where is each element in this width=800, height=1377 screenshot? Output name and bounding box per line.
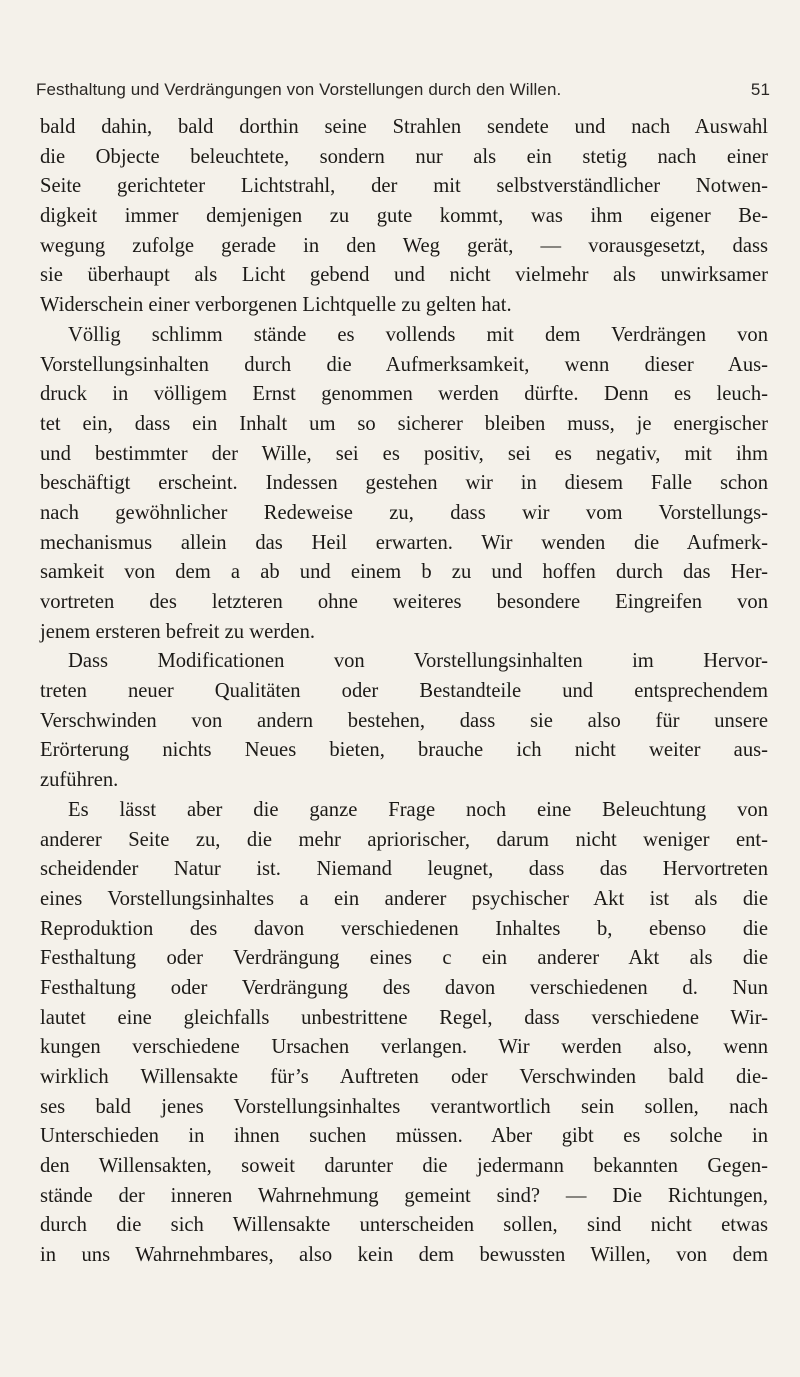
text-line: sie überhaupt als Licht gebend und nicht vielmehr als unwirksamer xyxy=(40,264,768,287)
text-line: eines Vorstellungsinhaltes a ein anderer psychischer Akt ist als die xyxy=(40,887,768,910)
text-line: wegung zufolge gerade in den Weg gerät, — vorausgesetzt, dass xyxy=(40,234,768,257)
text-line: treten neuer Qualitäten oder Bestandteile und entsprechendem xyxy=(40,680,768,703)
text-line: Unterschieden in ihnen suchen müssen. Aber gibt es solche in xyxy=(40,1125,768,1148)
text-line: samkeit von dem a ab und einem b zu und hoffen durch das Her- xyxy=(40,561,768,584)
running-head xyxy=(36,80,770,110)
body-text xyxy=(40,113,768,1271)
text-line: die Objecte beleuchtete, sondern nur als ein stetig nach einer xyxy=(40,145,768,168)
text-line: lautet eine gleichfalls unbestrittene Regel, dass verschiedene Wir- xyxy=(40,1006,768,1029)
text-line: Seite gerichteter Lichtstrahl, der mit selbstverständlicher Notwen- xyxy=(40,175,768,198)
running-head-title: Festhaltung und Verdrängungen von Vorstellungen durch den Willen. xyxy=(36,80,562,99)
text-line: und bestimmter der Wille, sei es positiv, sei es negativ, mit ihm xyxy=(40,442,768,465)
text-line: in uns Wahrnehmbares, also kein dem bewussten Willen, von dem xyxy=(40,1244,768,1267)
text-line: nach gewöhnlicher Redeweise zu, dass wir vom Vorstellungs- xyxy=(40,501,768,524)
text-line: Festhaltung oder Verdrängung eines c ein anderer Akt als die xyxy=(40,947,768,970)
text-line: Reproduktion des davon verschiedenen Inhaltes b, ebenso die xyxy=(40,917,768,940)
text-line: Erörterung nichts Neues bieten, brauche ich nicht weiter aus- xyxy=(40,739,768,762)
text-line: jenem ersteren befreit zu werden. xyxy=(40,620,316,643)
text-line: digkeit immer demjenigen zu gute kommt, was ihm eigener Be- xyxy=(40,205,768,228)
text-line: zuführen. xyxy=(40,769,119,792)
text-line: Dass Modificationen von Vorstellungsinhalten im Hervor- xyxy=(68,650,768,673)
text-line: bald dahin, bald dorthin seine Strahlen sendete und nach Auswahl xyxy=(40,116,768,138)
text-line: Es lässt aber die ganze Frage noch eine Beleuchtung von xyxy=(68,798,768,821)
text-line: mechanismus allein das Heil erwarten. Wir wenden die Aufmerk- xyxy=(40,531,768,554)
text-line: ses bald jenes Vorstellungsinhaltes verantwortlich sein sollen, nach xyxy=(40,1095,768,1118)
text-line: stände der inneren Wahrnehmung gemeint sind? — Die Richtungen, xyxy=(40,1184,768,1207)
text-line: den Willensakten, soweit darunter die jedermann bekannten Gegen- xyxy=(40,1155,768,1178)
text-line: Verschwinden von andern bestehen, dass sie also für unsere xyxy=(40,709,768,732)
text-line: Festhaltung oder Verdrängung des davon verschiedenen d. Nun xyxy=(40,976,768,999)
text-line: anderer Seite zu, die mehr apriorischer, darum nicht weniger ent- xyxy=(40,828,768,851)
text-line: wirklich Willensakte für’s Auftreten oder Verschwinden bald die- xyxy=(40,1066,768,1088)
text-line: kungen verschiedene Ursachen verlangen. Wir werden also, wenn xyxy=(40,1036,768,1059)
text-line: druck in völligem Ernst genommen werden dürfte. Denn es leuch- xyxy=(40,383,768,406)
text-line: Völlig schlimm stände es vollends mit dem Verdrängen von xyxy=(68,323,768,346)
text-line: durch die sich Willensakte unterscheiden sollen, sind nicht etwas xyxy=(40,1214,768,1237)
text-line: beschäftigt erscheint. Indessen gestehen wir in diesem Falle schon xyxy=(40,472,768,495)
text-line: vortreten des letzteren ohne weiteres besondere Eingreifen von xyxy=(40,591,768,613)
text-line: scheidender Natur ist. Niemand leugnet, dass das Hervortreten xyxy=(40,858,768,881)
page-number: 51 xyxy=(750,80,770,99)
text-line: Vorstellungsinhalten durch die Aufmerksamkeit, wenn dieser Aus- xyxy=(40,353,768,376)
text-line: tet ein, dass ein Inhalt um so sicherer bleiben muss, je energischer xyxy=(40,412,768,435)
text-line: Widerschein einer verborgenen Lichtquelle zu gelten hat. xyxy=(40,294,512,317)
